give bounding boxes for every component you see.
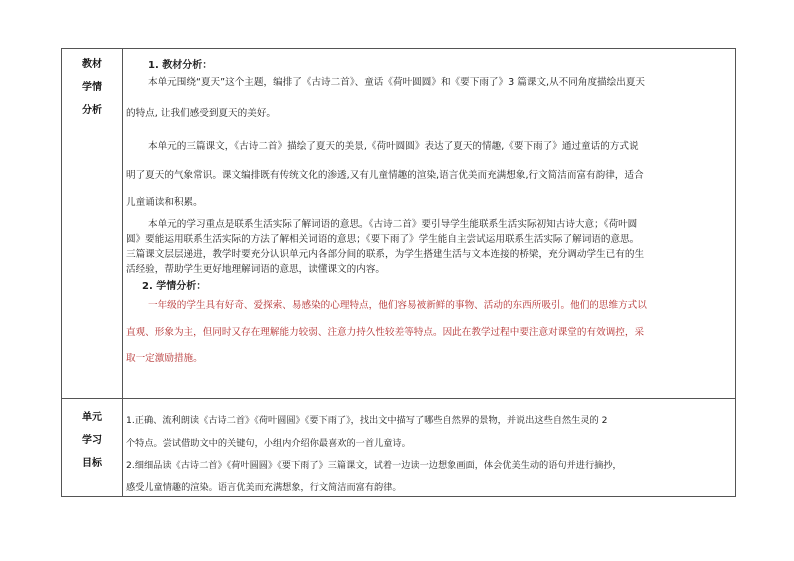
para1-line: 的特点, 让我们感受到夏天的美好。 [126, 108, 277, 119]
para4-line: 一年级的学生具有好奇、爱探索、易感染的心理特点，他们容易被新鲜的事物、活动的东西所吸引。他们的思维方式以 [148, 300, 647, 311]
column-divider [122, 49, 123, 496]
row1-label [62, 53, 122, 122]
row1-label-line: 分析 [82, 105, 102, 116]
para2-line: 本单元的三篇课文，《古诗二首》描绘了夏天的美景,《荷叶圆圆》表达了夏天的情趣,《要下雨了》通过童话的方式说 [148, 141, 639, 152]
row1-label-line: 教材 [82, 59, 102, 70]
goal-line: 感受儿童情趣的渲染。语言优美而充满想象，行文简洁而富有韵律。 [126, 482, 402, 493]
para3-line: 三篇课文层层递进，教学时要充分认识单元内各部分间的联系，为学生搭建生活与文本连接的桥梁，充分调动学生已有的生 [126, 249, 645, 260]
para2-line: 儿童诵读和积累。 [126, 197, 203, 208]
section2-heading: 2. 学情分析： [142, 281, 207, 292]
goal-line: 个特点。尝试借助文中的关键句，小组内介绍你最喜欢的一首儿童诗。 [126, 438, 411, 449]
para3-line: 圆》要能运用联系生活实际的方法了解相关词语的意思；《要下雨了》学生能自主尝试运用联系生活实际了解词语的意思。 [126, 234, 640, 245]
goal-line: 1.正确、流利朗读《古诗二首》《荷叶圆圆》《要下雨了》，找出文中描写了哪些自然界的景物，并说出这些自然生灵的 2 [126, 415, 608, 426]
row-divider [62, 398, 735, 399]
row2-label-line: 学习 [82, 435, 102, 446]
lesson-plan-table [61, 48, 736, 497]
para1-line: 本单元围绕“夏天”这个主题，编排了《古诗二首》、童话《荷叶圆圆》和《要下雨了》3 篇课文,从不同角度描绘出夏天 [148, 77, 646, 88]
row2-label-line: 单元 [82, 412, 102, 423]
row2-label-line: 目标 [82, 458, 102, 469]
row1-label-line: 学情 [82, 82, 102, 93]
para2-line: 明了夏天的气象常识。课文编排既有传统文化的渗透,又有儿童情趣的渲染,语言优美而充满想象,行文简洁而富有韵律，适合 [126, 170, 644, 181]
para4-line: 直观、形象为主，但同时又存在理解能力较弱、注意力持久性较差等特点。因此在教学过程中要注意对课堂的有效调控，采 [126, 327, 645, 338]
para3-line: 活经验，帮助学生更好地理解词语的意思，读懂课文的内容。 [126, 264, 386, 275]
para3-line: 本单元的学习重点是联系生活实际了解词语的意思。《古诗二首》要引导学生能联系生活实际初知古诗大意；《荷叶圆 [148, 219, 638, 230]
goal-line: 2.细细品读《古诗二首》《荷叶圆圆》《要下雨了》三篇课文，试着一边读一边想象画面，体会优美生动的语句并进行摘抄， [126, 460, 622, 471]
section1-heading: 1. 教材分析： [148, 60, 213, 71]
row2-label [62, 406, 122, 475]
para4-line: 取一定激励措施。 [126, 353, 203, 364]
